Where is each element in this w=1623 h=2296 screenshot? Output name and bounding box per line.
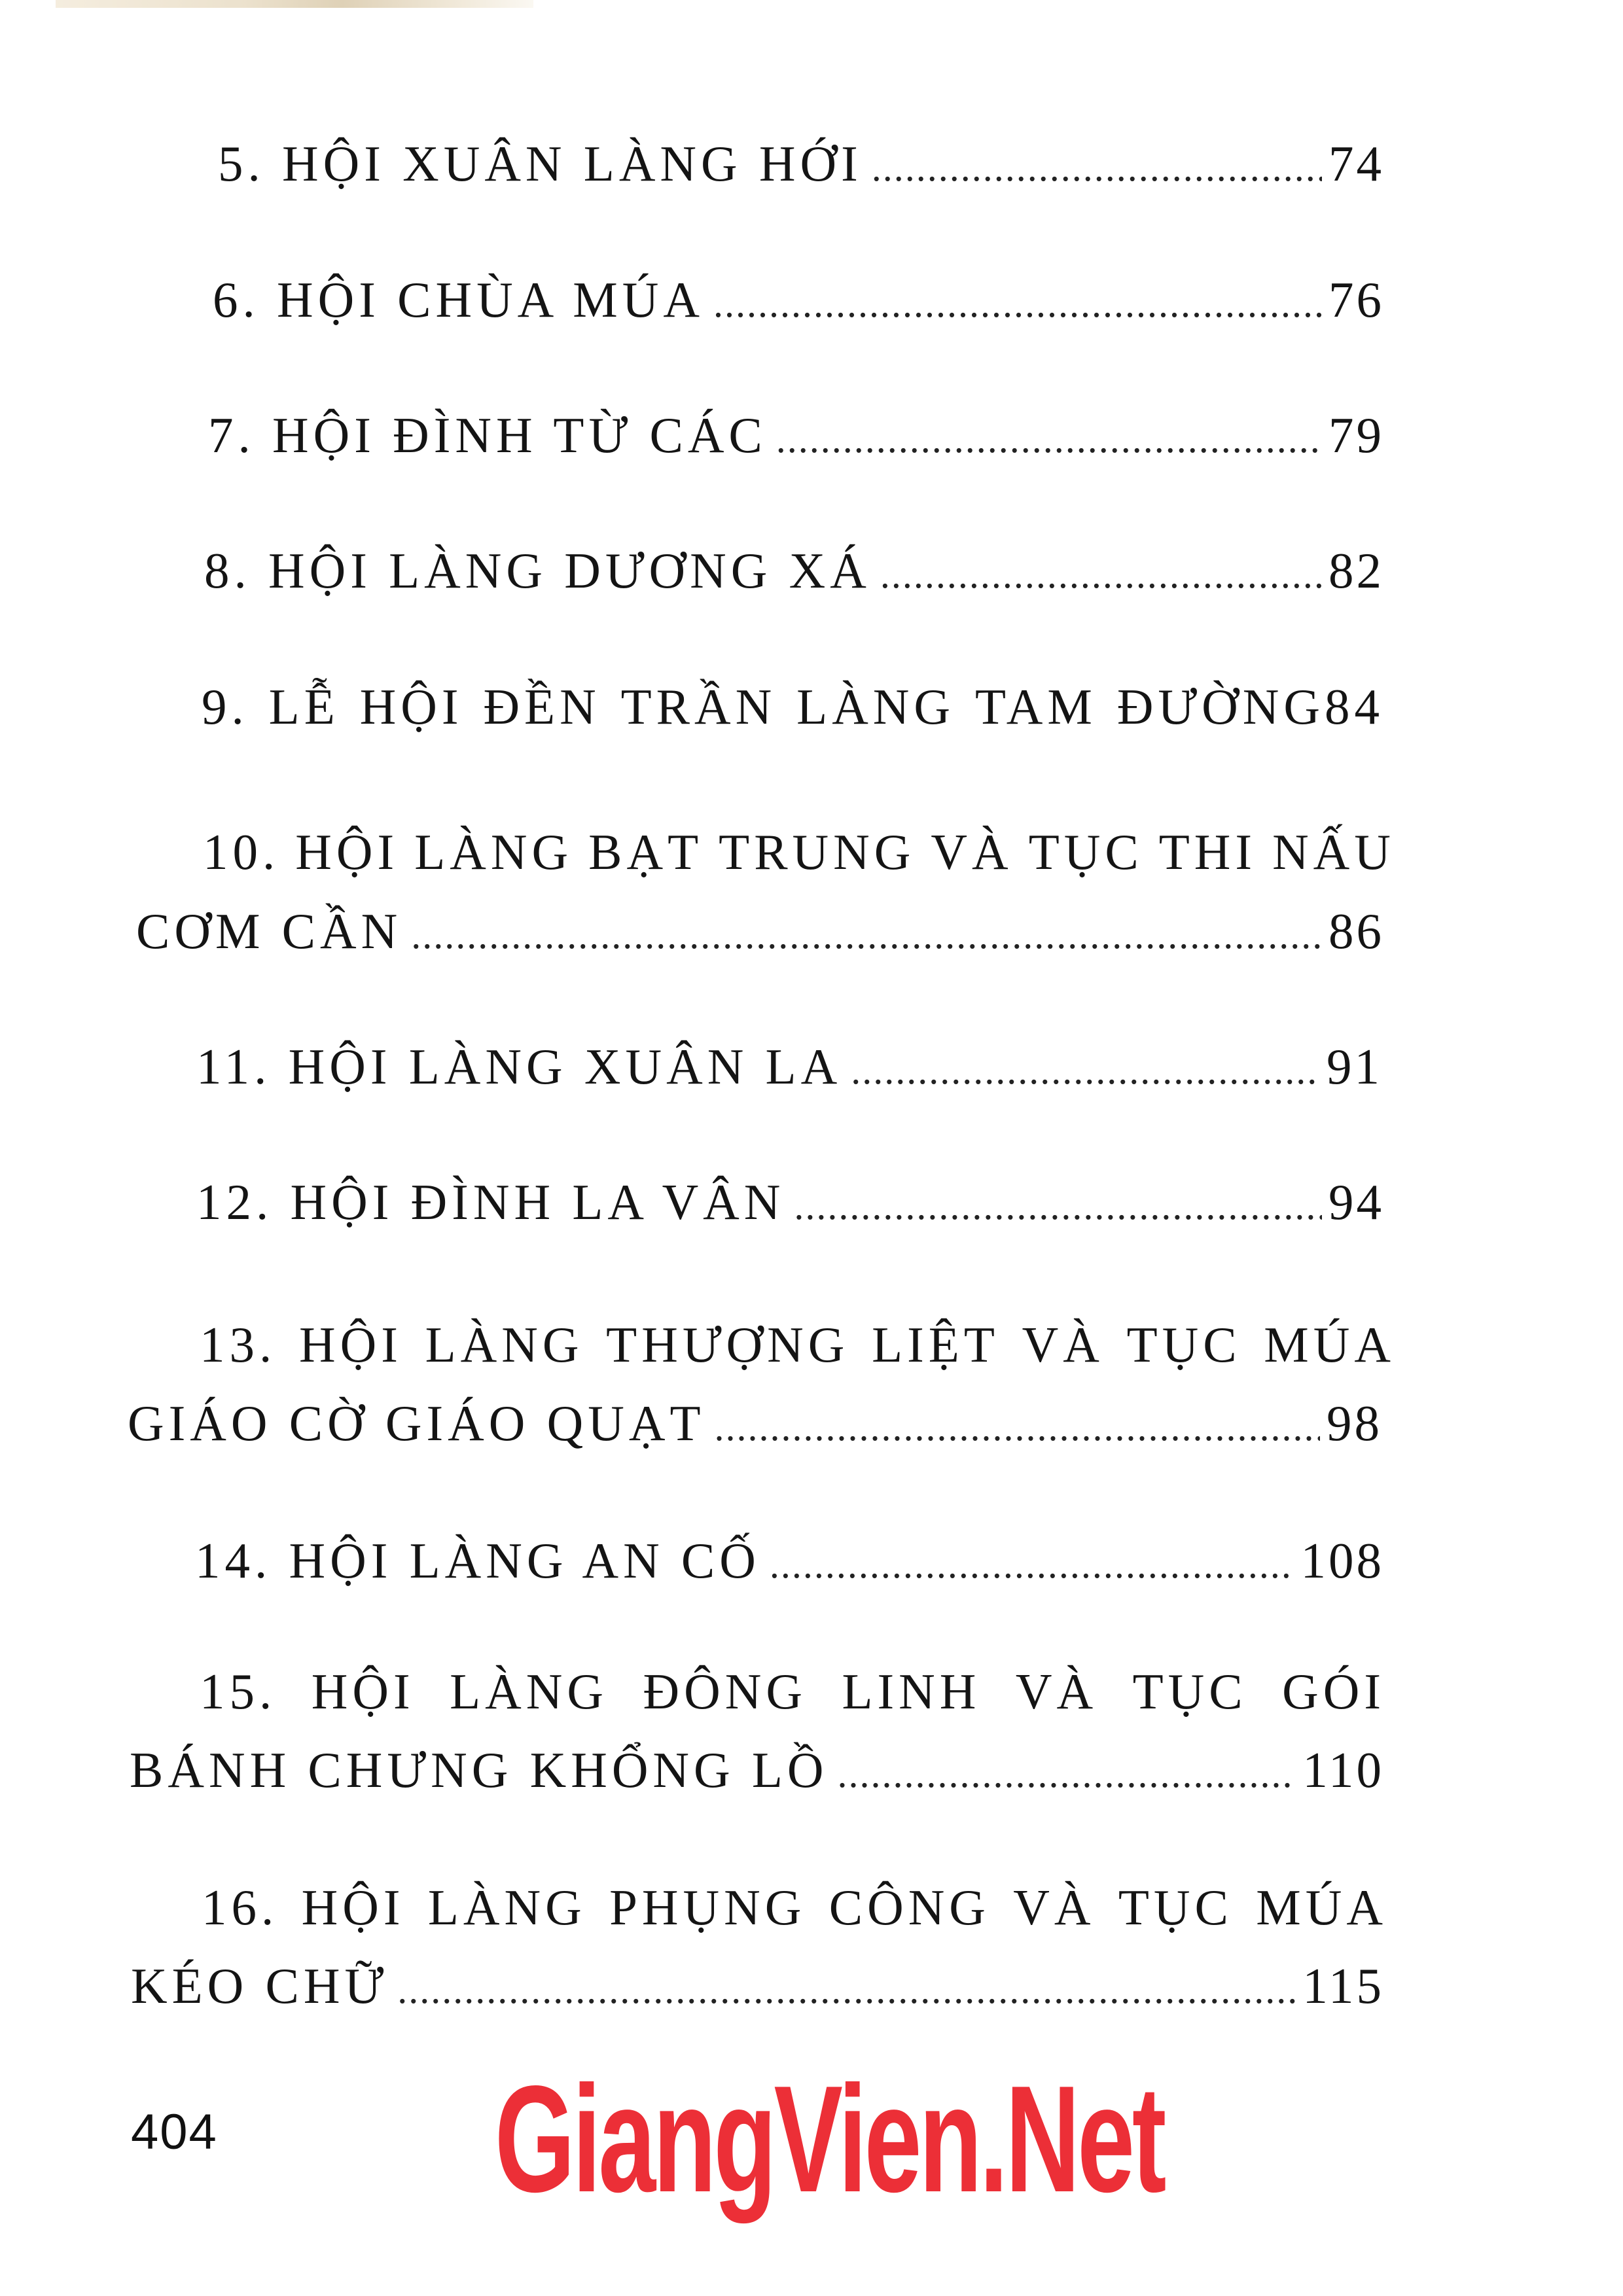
dot-leader [715,1398,1321,1457]
toc-entry-title: 10. HỘI LÀNG BẠT TRUNG VÀ TỤC THI NẤU [203,824,1395,880]
toc-entry-title-cont: GIÁO CỜ GIÁO QUẠT [128,1395,705,1451]
dot-leader [851,1041,1320,1100]
toc-entry-16-line2[interactable] [131,1956,1384,2015]
toc-entry-page: 82 [1329,542,1384,599]
toc-entry-title: 16. HỘI LÀNG PHỤNG CÔNG VÀ TỤC MÚA [202,1879,1387,1935]
watermark-logo: GiangVien.Net [495,2055,1164,2224]
toc-entry-14[interactable] [195,1531,1384,1590]
dot-leader [770,1535,1294,1594]
toc-entry-title-cont: BÁNH CHƯNG KHỔNG LỒ [130,1742,829,1798]
dot-leader [794,1176,1322,1235]
dot-leader [397,1960,1296,2019]
toc-entry-7[interactable] [208,406,1384,465]
toc-entry-8[interactable] [204,541,1384,600]
toc-entry-title: 13. HỘI LÀNG THƯỢNG LIỆT VÀ TỤC MÚA [200,1316,1395,1373]
dot-leader [838,1744,1296,1803]
toc-entry-title: 9. LỄ HỘI ĐỀN TRẦN LÀNG TAM ĐƯỜNG84 [202,679,1384,735]
toc-entry-page: 115 [1302,1958,1384,2014]
toc-entry-title: 11. HỘI LÀNG XUÂN LA [196,1038,842,1095]
dot-leader [872,138,1322,197]
toc-entry-6[interactable] [213,270,1384,329]
scan-edge-strip [56,0,533,8]
toc-entry-page: 76 [1329,272,1384,328]
toc-entry-title-cont: CƠM CẦN [136,903,402,959]
toc-entry-page: 98 [1327,1395,1382,1451]
toc-entry-15-line2[interactable] [130,1740,1384,1799]
dot-leader [880,545,1322,604]
dot-leader [411,906,1322,964]
toc-entry-15-line1[interactable] [200,1662,1385,1721]
dot-leader [713,274,1322,333]
toc-entry-page: 86 [1329,903,1384,959]
dot-leader [776,410,1322,468]
toc-entry-page: 108 [1300,1532,1384,1589]
toc-entry-page: 110 [1302,1742,1384,1798]
toc-entry-page: 94 [1329,1174,1384,1230]
toc-entry-page: 79 [1329,407,1384,463]
toc-entry-page: 91 [1327,1038,1382,1095]
toc-entry-5[interactable] [218,134,1384,193]
toc-entry-title: 7. HỘI ĐÌNH TỪ CÁC [208,407,767,463]
toc-entry-10-line2[interactable] [136,902,1384,961]
toc-entry-12[interactable] [196,1173,1384,1231]
page-number: 404 [131,2104,218,2160]
toc-entry-13-line1[interactable] [200,1315,1395,1374]
toc-entry-10-line1[interactable] [203,822,1395,881]
toc-entry-16-line1[interactable] [202,1878,1387,1937]
toc-entry-title: 14. HỘI LÀNG AN CỐ [195,1532,760,1589]
toc-entry-11[interactable] [196,1037,1382,1096]
toc-entry-page: 74 [1329,135,1384,192]
toc-entry-13-line2[interactable] [128,1394,1382,1453]
toc-entry-title: 12. HỘI ĐÌNH LA VÂN [196,1174,785,1230]
toc-entry-title: 15. HỘI LÀNG ĐÔNG LINH VÀ TỤC GÓI [200,1663,1385,1720]
toc-entry-title: 5. HỘI XUÂN LÀNG HỚI [218,135,863,192]
toc-entry-9[interactable] [202,677,1384,736]
toc-entry-title: 8. HỘI LÀNG DƯƠNG XÁ [204,542,871,599]
toc-entry-title: 6. HỘI CHÙA MÚA [213,272,704,328]
toc-entry-title-cont: KÉO CHỮ [131,1958,389,2014]
